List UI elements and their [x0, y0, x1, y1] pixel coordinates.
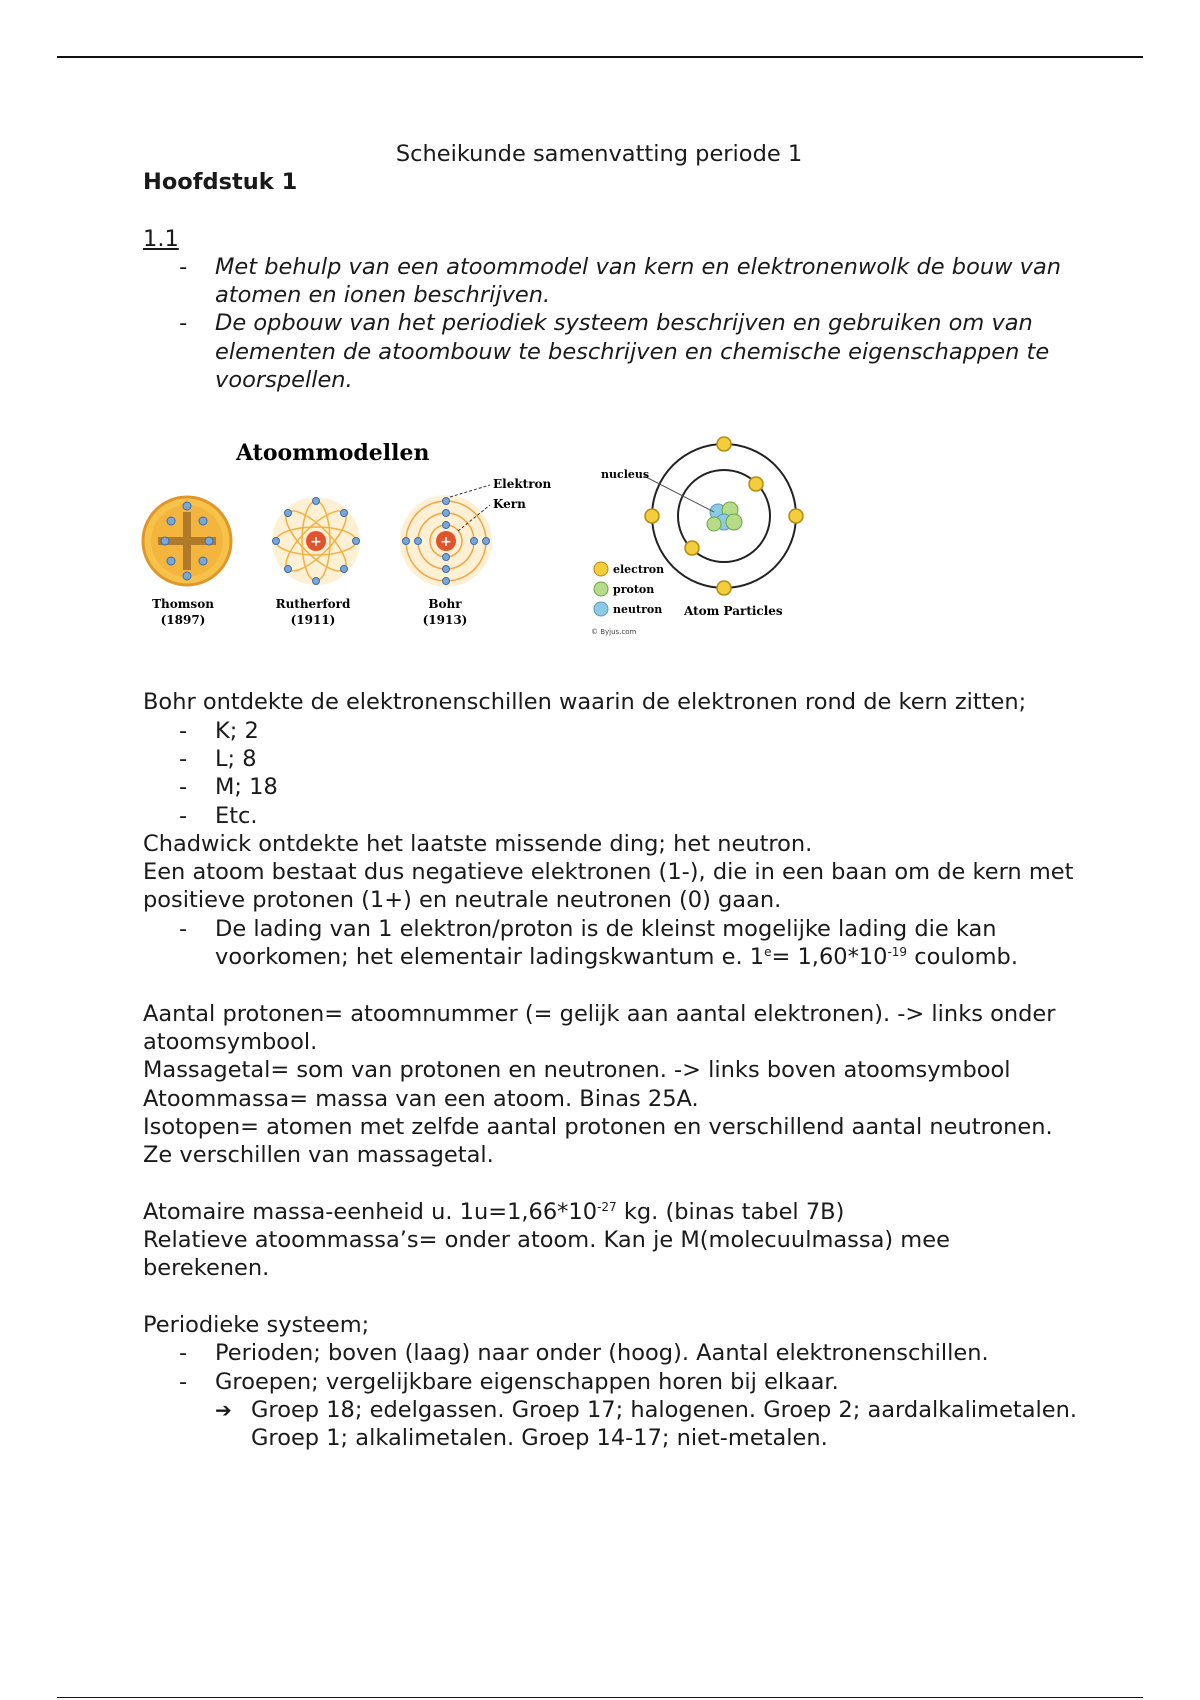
rutherford-label: Rutherford	[275, 597, 351, 612]
atom-models-figure	[141, 436, 552, 646]
figure-credit: © Byjus.com	[591, 628, 637, 637]
figures-row	[143, 436, 1083, 676]
list-item: - L; 8	[215, 745, 1083, 773]
groups-list	[143, 1396, 1083, 1453]
figure-caption: Atom Particles	[684, 604, 783, 619]
chapter-heading: Hoofdstuk 1	[143, 169, 298, 196]
amu-paragraph	[143, 1198, 1083, 1226]
thomson-label: Thomson	[152, 597, 214, 612]
learning-goal: - Met behulp van een atoommodel van kern en elektronenwolk de bouw van atomen en ionen beschrijven.	[215, 253, 1083, 310]
protons-paragraph: Aantal protonen= atoomnummer (= gelijk aan aantal elektronen). -> links onder atoomsymbool.	[143, 1000, 1056, 1055]
thomson-model-icon	[143, 497, 231, 585]
list-item: - Perioden; boven (laag) naar onder (hoog). Aantal elektronenschillen.	[215, 1339, 1083, 1367]
list-item: - Groepen; vergelijkbare eigenschappen horen bij elkaar.	[215, 1368, 1083, 1396]
nucleus-pointer-label: nucleus	[601, 468, 650, 482]
list-item: - Etc.	[215, 802, 1083, 830]
figure-title: Atoommodellen	[236, 440, 430, 467]
amu-exponent: -27	[597, 1199, 617, 1214]
rutherford-model-icon	[272, 497, 360, 585]
relatief-paragraph: Relatieve atoommassa’s= onder atoom. Kan je M(molecuulmassa) mee berekenen.	[143, 1227, 950, 1282]
list-item	[215, 915, 1083, 972]
legend-neutron: neutron	[613, 603, 663, 617]
legend-electron: electron	[613, 563, 665, 577]
thomson-year: (1897)	[160, 613, 206, 628]
svg-text:+: +	[440, 534, 452, 551]
isotopen-paragraph: Isotopen= atomen met zelfde aantal protonen en verschillend aantal neutronen. Ze verschillen van massagetal.	[143, 1113, 1053, 1169]
charge-eq: = 1,60*10	[771, 944, 888, 971]
bohr-year: (1913)	[422, 613, 468, 628]
bohr-paragraph: Bohr ontdekte de elektronenschillen waarin de elektronen rond de kern zitten;	[143, 689, 1027, 716]
legend-proton: proton	[613, 583, 655, 597]
nucleus-label: Kern	[493, 497, 526, 512]
list-item: ➔ Groep 18; edelgassen. Groep 17; halogenen. Groep 2; aardalkalimetalen. Groep 1; alkalimetalen. Groep 14-17; niet-metalen.	[251, 1396, 1083, 1453]
charge-list	[143, 915, 1083, 972]
bohr-label: Bohr	[428, 597, 462, 612]
chadwick-paragraph: Chadwick ontdekte het laatste missende ding; het neutron.	[143, 830, 813, 857]
charge-exponent: -19	[887, 945, 908, 960]
atom-particles-figure	[589, 436, 819, 646]
periodic-intro: Periodieke systeem;	[143, 1311, 370, 1338]
learning-goal: - De opbouw van het periodiek systeem beschrijven en gebruiken om van elementen de atoombouw te beschrijven en chemische eigenschappen te voorspellen.	[215, 309, 1083, 394]
nucleus-icon	[707, 502, 742, 531]
atoommassa-paragraph: Atoommassa= massa van een atoom. Binas 25A.	[143, 1085, 699, 1112]
shells-list	[143, 717, 1083, 830]
list-item: - M; 18	[215, 773, 1083, 801]
periodic-list	[143, 1339, 1083, 1396]
charge-sup: e	[764, 945, 772, 960]
section-heading: 1.1	[143, 225, 179, 252]
footer-rule	[57, 1697, 1143, 1698]
particle-legend	[594, 562, 664, 616]
svg-text:+: +	[310, 534, 322, 551]
header-rule	[57, 56, 1143, 58]
electron-label: Elektron	[493, 477, 552, 492]
learning-goals-list	[143, 253, 1083, 394]
rutherford-year: (1911)	[290, 613, 336, 628]
charge-unit: coulomb.	[914, 944, 1018, 971]
atom-paragraph: Een atoom bestaat dus negatieve elektronen (1-), die in een baan om de kern met positieve protonen (1+) en neutrale neutronen (0) gaan.	[143, 859, 1074, 914]
massagetal-paragraph: Massagetal= som van protonen en neutronen. -> links boven atoomsymbool	[143, 1057, 1011, 1084]
document-body	[143, 140, 1083, 1452]
document-title: Scheikunde samenvatting periode 1	[395, 141, 803, 167]
charge-text: De lading van 1 elektron/proton is de kleinst mogelijke lading die kan voorkomen; het elementair ladingskwantum e. 1	[215, 915, 997, 971]
amu-post: kg. (binas tabel 7B)	[616, 1198, 845, 1225]
amu-text: Atomaire massa-eenheid u. 1u=1,66*10	[143, 1198, 598, 1225]
bohr-model-icon	[400, 485, 492, 587]
list-item: - K; 2	[215, 717, 1083, 745]
